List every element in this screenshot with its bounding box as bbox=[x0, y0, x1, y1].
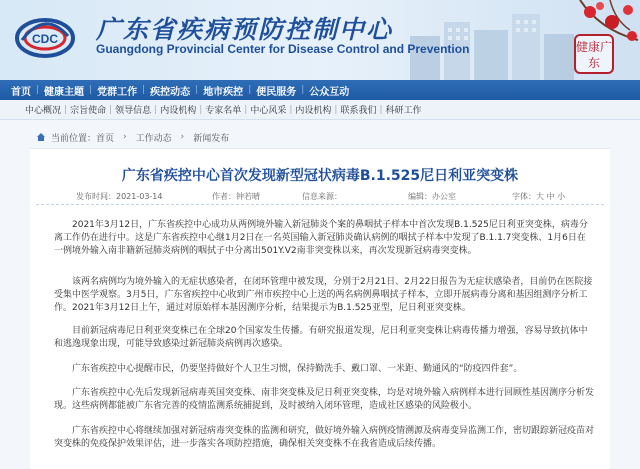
nav-item-cdc-news[interactable]: 疾控动态 bbox=[150, 86, 191, 98]
svg-text:CDC: CDC bbox=[32, 32, 58, 46]
sub-nav: 中心概况 | 宗旨使命 | 领导信息 | 内设机构 | 专家名单 | 中心风采 | 内设机构 | 联系我们 | 科研工作 bbox=[0, 100, 640, 120]
nav-item-city-cdc[interactable]: 地市疾控 bbox=[203, 86, 244, 98]
article-paragraph: 该两名病例均为境外输入的无症状感染者，在闭环管理中被发现，分别于2月21日、2月22日报告为无症状感染者，目前仍在医院接受集中医学观察。3月5日，广东省疾控中心收到广州市疾控中心上送的两名病例鼻咽拭子样本，立即开展病毒分离和基因组测序分析工作。2021年3月12日上午，通过对原始样本基因测序分析，结果提示为B.1.525亚型，尼日利亚突变株。 bbox=[54, 277, 593, 313]
article-paragraph: 广东省疾控中心先后发现新冠病毒英国突变株、南非突变株及尼日利亚突变株，均是对境外输入病例样本进行回顾性基因测序分析发现。这些病例都能被广东省完善的疫情监测系统捕捉到，及时被纳入闭环管理，造成社区感染的风险极小。 bbox=[54, 388, 595, 411]
site-title-english: Guangdong Provincial Center for Disease Control and Prevention bbox=[96, 42, 470, 56]
nav-item-party-work[interactable]: 党群工作 bbox=[97, 86, 138, 98]
subnav-item-research[interactable]: 科研工作 bbox=[385, 106, 422, 116]
article-paragraph: 目前新冠病毒尼日利亚突变株已在全球20个国家发生传播。有研究报道发现，尼日利亚突变株让病毒传播力增强，容易导致抗体中和逃逸现象出现，可能导致感染过新冠肺炎病例再次感染。 bbox=[54, 326, 588, 349]
site-header bbox=[0, 0, 640, 80]
breadcrumb-press-release[interactable]: 新闻发布 bbox=[193, 133, 230, 144]
site-title: 广东省疾病预防控制中心 bbox=[96, 15, 394, 44]
article-paragraph: 广东省疾控中心将继续加强对新冠病毒突变株的监测和研究，做好境外输入病例疫情溯源及病毒变异监测工作，密切跟踪新冠疫苗对突变株的免疫保护效果评估，进一步落实各项防控措施，确保相关突变株不在我省造成后续传播。 bbox=[54, 426, 595, 449]
breadcrumb-work-news[interactable]: 工作动态 bbox=[135, 133, 172, 144]
subnav-item-internal[interactable]: 内设机构 bbox=[295, 106, 332, 116]
breadcrumb-label: 当前位置： bbox=[51, 133, 97, 144]
breadcrumb: 当前位置： 首页 › 工作动态 › 新闻发布 bbox=[0, 128, 640, 146]
publish-date: 发布时间：2021-03-14 bbox=[76, 192, 163, 201]
nav-item-public-interaction[interactable]: 公众互动 bbox=[309, 86, 350, 98]
subnav-item-overview[interactable]: 中心概况 bbox=[25, 106, 62, 116]
subnav-item-contact[interactable]: 联系我们 bbox=[340, 106, 377, 116]
font-size-control[interactable]: 字体：大 中 小 bbox=[512, 192, 566, 201]
cdc-logo-icon bbox=[14, 10, 76, 62]
article-paragraph: 广东省疾控中心提醒市民，仍要坚持做好个人卫生习惯，保持勤洗手、戴口罩、一米距、勤通风的“防疫四件套”。 bbox=[72, 364, 523, 374]
article-editor: 编辑：办公室 bbox=[408, 192, 456, 201]
subnav-item-mission[interactable]: 宗旨使命 bbox=[70, 106, 107, 116]
subnav-item-leaders[interactable]: 领导信息 bbox=[115, 106, 152, 116]
article-author: 作者：钟若晴 bbox=[212, 192, 260, 201]
healthy-guangdong-badge: 健康广东 bbox=[574, 34, 614, 74]
home-icon bbox=[36, 132, 46, 142]
subnav-item-gallery[interactable]: 中心风采 bbox=[250, 106, 287, 116]
article-panel bbox=[30, 148, 610, 469]
nav-item-health-topics[interactable]: 健康主题 bbox=[44, 86, 85, 98]
subnav-item-experts[interactable]: 专家名单 bbox=[205, 106, 242, 116]
main-nav: 首页 | 健康主题 | 党群工作 | 疾控动态 | 地市疾控 | 便民服务 | 公众互动 bbox=[0, 80, 640, 100]
nav-item-home[interactable]: 首页 bbox=[11, 86, 31, 98]
subnav-item-departments[interactable]: 内设机构 bbox=[160, 106, 197, 116]
article-paragraph: 2021年3月12日，广东省疾控中心成功从两例境外输入新冠肺炎个案的鼻咽拭子样本中首次发现B.1.525尼日利亚突变株，病毒分离工作仍在进行中。这是广东省疾控中心继1月2日在一名英国输入新冠肺炎确认病例的咽拭子样本中发现了B.1.1.7突变株、1月6日在一例境外输入南非籍新冠肺炎病例的咽拭子中分离出501Y.V2南非突变株以来，再次发现新冠病毒突变株。 bbox=[54, 220, 588, 256]
nav-item-services[interactable]: 便民服务 bbox=[256, 86, 297, 98]
article-title: 广东省疾控中心首次发现新型冠状病毒B.1.525尼日利亚突变株 bbox=[121, 168, 519, 184]
article-meta bbox=[36, 187, 604, 205]
article-source: 信息来源： bbox=[302, 192, 342, 201]
breadcrumb-home[interactable]: 首页 bbox=[96, 133, 115, 144]
